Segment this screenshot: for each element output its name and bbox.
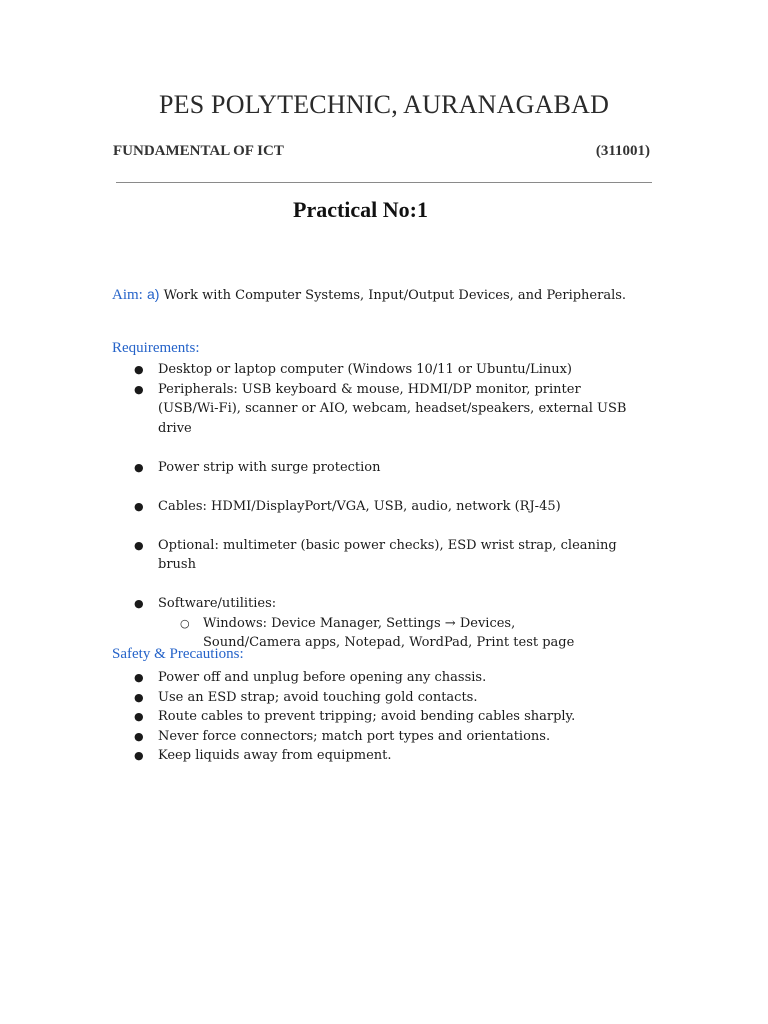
list-item-text: Peripherals: USB keyboard & mouse, HDMI/DP monitor, printer (USB/Wi-Fi), scanner or AIO, webcam, headset/speakers, external USB drive [158,381,627,436]
bullet-icon: ● [134,749,144,762]
hollow-bullet-icon: ○ [180,616,190,630]
subject-code: (311001) [595,143,650,159]
list-item [0,536,628,575]
aim-line [112,286,626,304]
aim-part-label: a) [146,286,160,302]
list-item [0,688,628,708]
list-item [0,380,628,439]
requirements-list [0,360,628,653]
bullet-icon: ● [134,729,144,743]
bullet-icon: ● [134,460,144,474]
safety-heading: Safety & Precautions: [112,646,244,662]
safety-list [0,668,628,766]
list-item-text: Software/utilities: [158,596,277,611]
list-item-text: Optional: multimeter (basic power checks), ESD wrist strap, cleaning brush [158,537,617,572]
list-item [0,360,628,380]
list-item [0,458,628,478]
list-item [0,497,628,517]
sublist-item-text: Windows: Device Manager, Settings → Devices, Sound/Camera apps, Notepad, WordPad, Print test page [203,615,575,650]
header-divider [116,182,652,183]
aim-text: Work with Computer Systems, Input/Output Devices, and Peripherals. [163,288,627,303]
bullet-icon: ● [134,597,144,610]
list-item-text: Desktop or laptop computer (Windows 10/11 or Ubuntu/Linux) [158,362,572,377]
list-item-text: Power strip with surge protection [158,459,381,475]
bullet-icon: ● [134,690,144,704]
list-item-text: Never force connectors; match port types and orientations. [158,728,551,744]
aim-label: Aim: [112,287,143,303]
subject-name: FUNDAMENTAL OF ICT [113,143,284,159]
list-item-text: Keep liquids away from equipment. [158,748,392,763]
institution-title: PES POLYTECHNIC, AURANAGABAD [158,90,610,119]
list-item-text: Route cables to prevent tripping; avoid bending cables sharply. [158,709,576,724]
list-item-text: Power off and unplug before opening any chassis. [158,670,487,685]
list-item [0,746,628,766]
bullet-icon: ● [134,499,144,513]
bullet-icon: ● [134,710,144,723]
bullet-icon: ● [134,363,144,376]
list-item [0,707,628,727]
subject-row [113,143,650,160]
bullet-icon: ● [134,382,144,396]
list-item-text: Cables: HDMI/DisplayPort/VGA, USB, audio, network (RJ-45) [158,498,561,514]
bullet-icon: ● [134,538,144,552]
requirements-heading: Requirements: [112,340,200,356]
bullet-icon: ● [134,671,144,684]
list-item [0,727,628,747]
list-item-text: Use an ESD strap; avoid touching gold contacts. [158,689,478,705]
list-item [0,594,628,653]
practical-title: Practical No:1 [293,197,428,222]
list-item [0,668,628,688]
